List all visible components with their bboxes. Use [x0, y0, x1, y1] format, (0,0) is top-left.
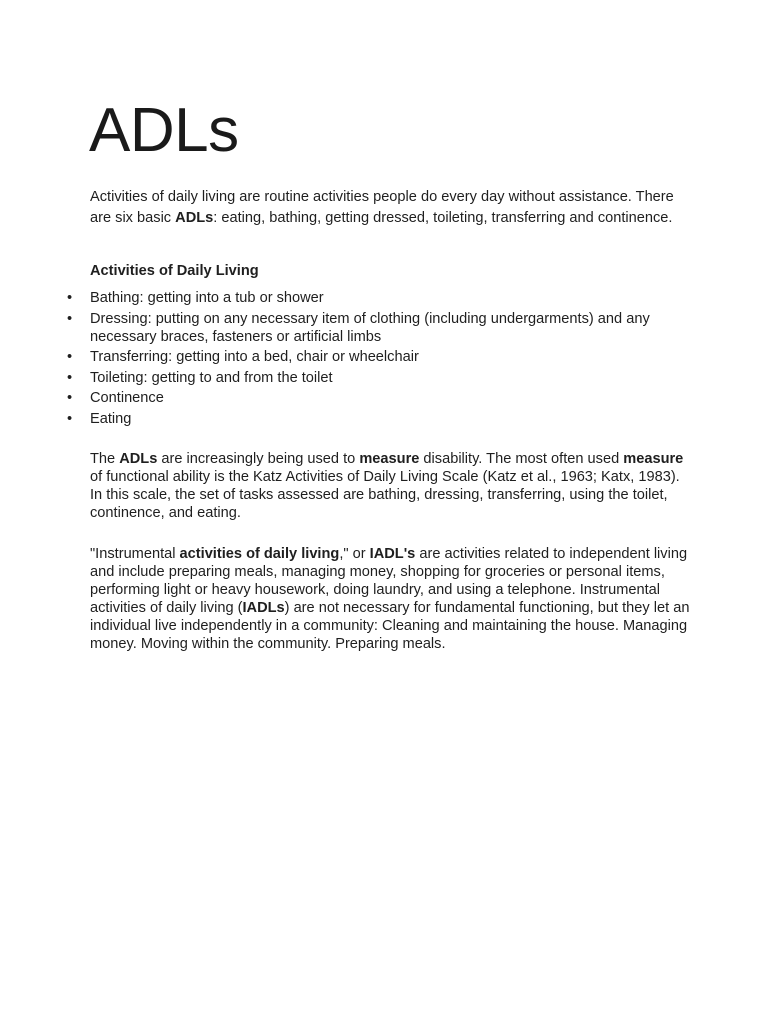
list-item — [67, 410, 690, 428]
section-subheading: Activities of Daily Living — [90, 263, 259, 279]
para1-bold-adls: ADLs — [119, 451, 158, 467]
intro-bold-adls: ADLs — [175, 209, 214, 226]
list-item-text: Eating — [90, 410, 132, 427]
para1-text-3: disability. The most often used — [419, 451, 624, 467]
para1-text-2: are increasingly being used to — [157, 451, 360, 467]
measurement-paragraph — [90, 450, 690, 522]
intro-text-2: : eating, bathing, getting dressed, toileting, transferring and continence. — [213, 209, 673, 226]
para1-text-1: The — [90, 451, 120, 467]
list-item-text: Continence — [90, 390, 164, 407]
list-item-text: Transferring: getting into a bed, chair or wheelchair — [90, 349, 419, 366]
bullet-icon: • — [67, 290, 73, 306]
intro-text-1: Activities of daily living are routine activities people do every day without assistance. There are six basic — [90, 189, 674, 226]
para2-text-1: "Instrumental — [90, 546, 180, 562]
para1-bold-measure: measure — [359, 451, 420, 467]
bullet-icon: • — [67, 390, 73, 407]
page-title: ADLs — [89, 96, 239, 165]
list-item-text: Toileting: getting to and from the toilet — [90, 369, 333, 386]
bullet-icon: • — [67, 349, 73, 366]
list-item — [67, 389, 690, 407]
intro-paragraph — [90, 187, 690, 228]
para2-bold-iadls: IADL's — [369, 546, 416, 562]
para2-bold-iadls-2: IADLs — [242, 600, 285, 616]
list-item — [67, 369, 690, 387]
para1-text-4: of functional ability is the Katz Activities of Daily Living Scale (Katz et al., 1963; Katx, 1983). In this scale, the set of tasks assessed are bathing, dressing, transferring, using the toilet, continence, and eating. — [90, 469, 680, 521]
para2-text-2: ," or — [339, 546, 370, 562]
list-item-text: Dressing: putting on any necessary item of clothing (including undergarments) and any necessary braces, fasteners or artificial limbs — [90, 310, 650, 345]
para2-text-3: are activities related to independent living and include preparing meals, managing money, shopping for groceries or personal items, performing light or heavy housework, doing laundry, and using a telephone. Instrumental activities of daily living ( — [90, 546, 688, 616]
para1-bold-measure-2: measure — [623, 451, 684, 467]
list-item — [67, 310, 690, 346]
list-item — [67, 289, 690, 307]
adl-bullet-list — [67, 289, 690, 431]
bullet-icon: • — [67, 410, 73, 427]
bullet-icon: • — [67, 310, 73, 327]
iadl-paragraph — [90, 545, 690, 653]
list-item-text: Bathing: getting into a tub or shower — [90, 290, 324, 306]
para2-bold-activities: activities of daily living — [179, 546, 340, 562]
para2-text-4: ) are not necessary for fundamental functioning, but they let an individual live independently in a community: Cleaning and maintaining the house. Managing money. Moving within the community. Preparing meals. — [90, 600, 690, 652]
list-item — [67, 348, 690, 366]
bullet-icon: • — [67, 369, 73, 386]
